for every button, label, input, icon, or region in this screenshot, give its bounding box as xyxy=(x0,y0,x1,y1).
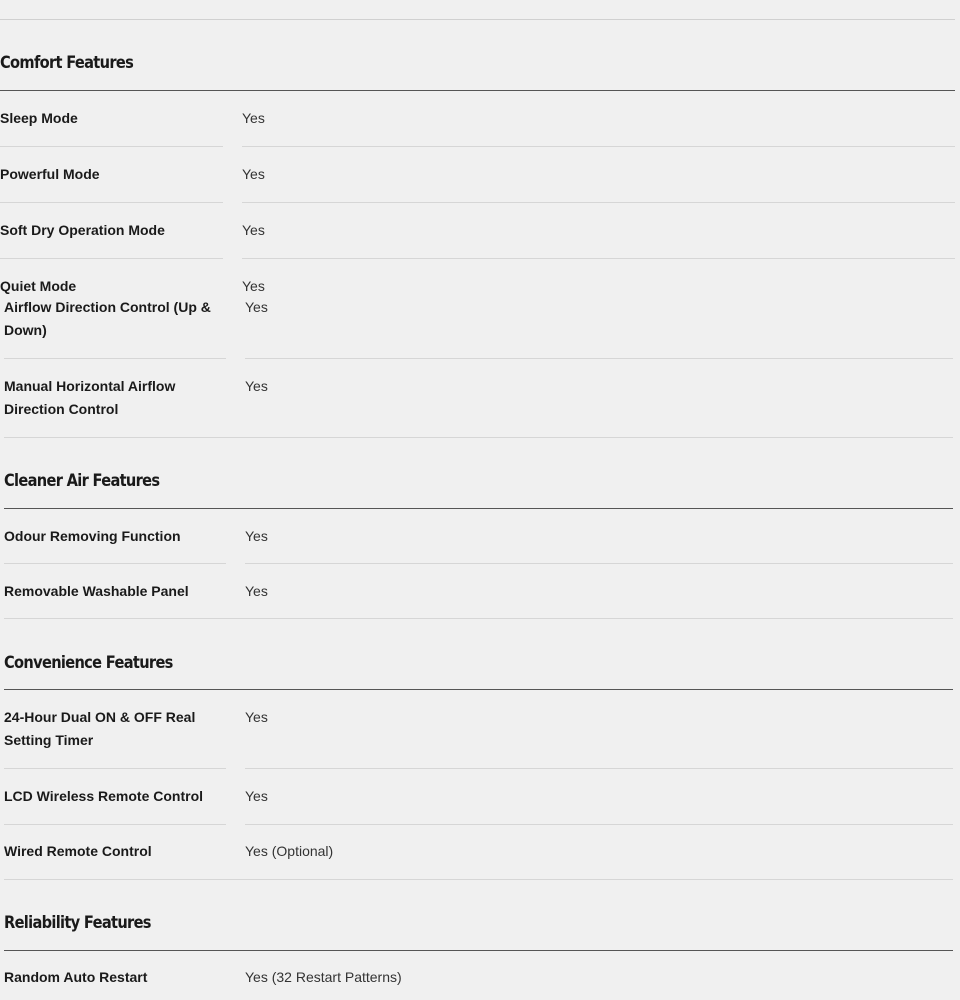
row-divider xyxy=(4,437,953,438)
row-divider xyxy=(4,358,226,359)
spec-value: Yes xyxy=(245,709,268,725)
row-divider xyxy=(242,202,955,203)
section-rule xyxy=(4,689,953,690)
row-divider xyxy=(0,146,223,147)
row-divider xyxy=(4,618,953,619)
row-divider xyxy=(0,258,223,259)
spec-label: Sleep Mode xyxy=(0,110,78,126)
spec-value: Yes xyxy=(245,378,268,394)
spec-label: Airflow Direction Control (Up & Down) xyxy=(4,299,211,338)
section-heading-reliability: Reliability Features xyxy=(4,913,151,933)
spec-value: Yes xyxy=(245,583,268,599)
spec-value: Yes xyxy=(245,299,268,315)
row-divider xyxy=(4,563,226,564)
row-divider xyxy=(245,824,953,825)
spec-label: Manual Horizontal Airflow Direction Control xyxy=(4,378,176,417)
spec-value: Yes xyxy=(245,788,268,804)
spec-label: Odour Removing Function xyxy=(4,528,181,544)
spec-label: Powerful Mode xyxy=(0,166,100,182)
top-divider xyxy=(0,19,955,20)
spec-value: Yes (32 Restart Patterns) xyxy=(245,969,402,985)
row-divider xyxy=(0,202,223,203)
spec-label: Wired Remote Control xyxy=(4,843,152,859)
spec-label: LCD Wireless Remote Control xyxy=(4,788,204,804)
row-divider xyxy=(242,146,955,147)
spec-value: Yes xyxy=(242,110,265,126)
spec-label: Removable Washable Panel xyxy=(4,583,189,599)
row-divider xyxy=(245,563,953,564)
spec-value: Yes (Optional) xyxy=(245,843,334,859)
row-divider xyxy=(242,258,955,259)
row-divider xyxy=(4,768,226,769)
section-rule xyxy=(4,950,953,951)
spec-value: Yes xyxy=(242,166,265,182)
section-rule xyxy=(4,508,953,509)
row-divider xyxy=(245,768,953,769)
spec-label: Quiet Mode xyxy=(0,278,77,294)
section-heading-cleaner-air: Cleaner Air Features xyxy=(4,471,160,491)
spec-label: Soft Dry Operation Mode xyxy=(0,222,165,238)
section-heading-convenience: Convenience Features xyxy=(4,653,173,673)
spec-value: Yes xyxy=(245,528,268,544)
spec-value: Yes xyxy=(242,278,265,294)
section-rule xyxy=(0,90,955,91)
spec-value: Yes xyxy=(242,222,265,238)
row-divider xyxy=(245,358,953,359)
row-divider xyxy=(4,879,953,880)
spec-label: 24-Hour Dual ON & OFF Real Setting Timer xyxy=(4,709,196,748)
spec-label: Random Auto Restart xyxy=(4,969,148,985)
section-heading-comfort: Comfort Features xyxy=(0,53,134,73)
row-divider xyxy=(4,824,226,825)
